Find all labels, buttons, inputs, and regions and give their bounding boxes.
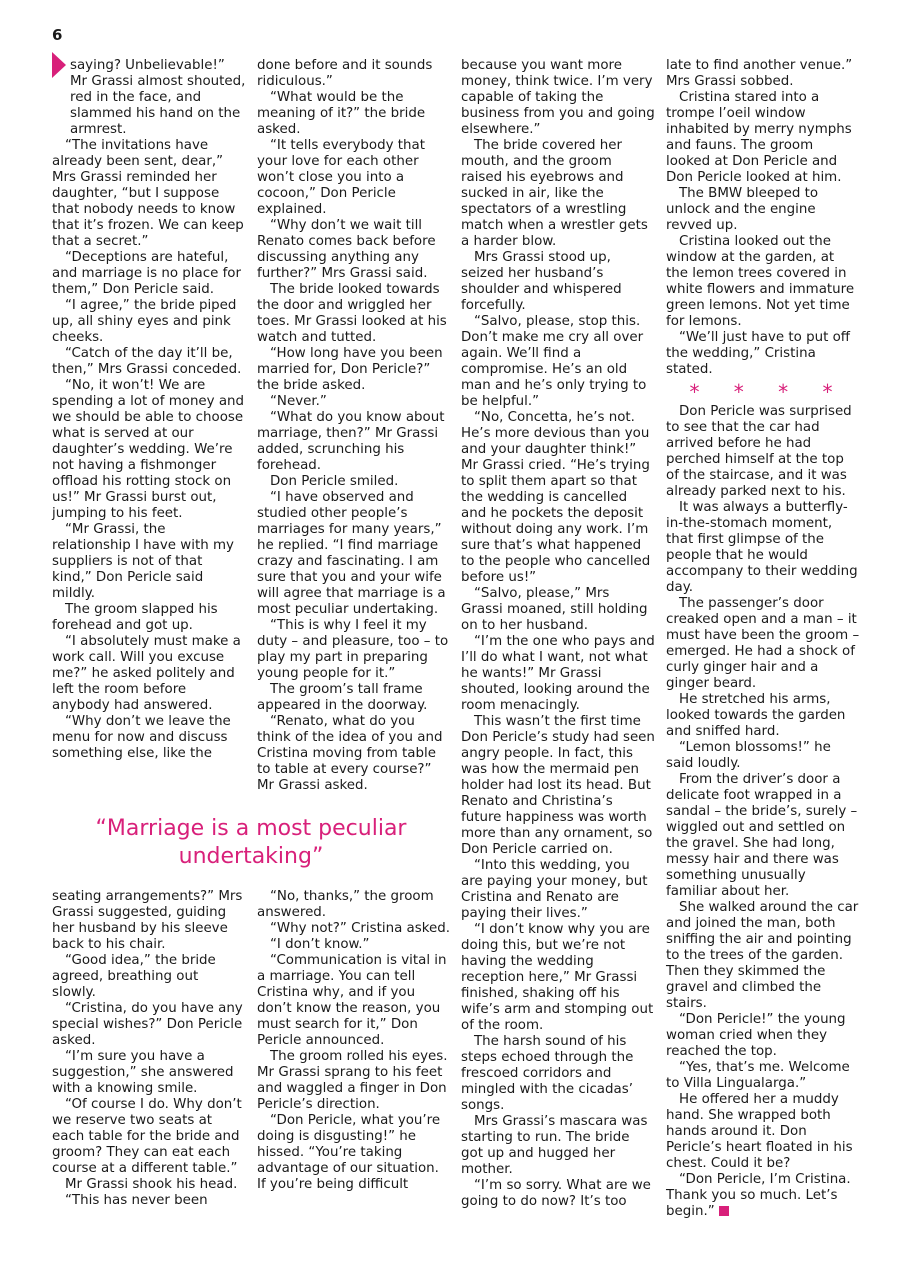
paragraph: “Renato, what do you think of the idea of you and Cristina moving from table to table at every course?” Mr Grassi asked. — [257, 714, 443, 793]
paragraph: “This is why I feel it my duty – and pleasure, too – to play my part in preparing young people for it.” — [257, 618, 449, 681]
paragraph: “Of course I do. Why don’t we reserve two seats at each table for the bride and groom? They can eat each course at a different table.” — [52, 1097, 242, 1176]
paragraph: “I’m sure you have a suggestion,” she answered with a knowing smile. — [52, 1049, 234, 1096]
paragraph: “Never.” — [270, 394, 327, 409]
paragraph: “We’ll just have to put off the wedding,” Cristina stated. — [666, 330, 850, 377]
paragraph: From the driver’s door a delicate foot wrapped in a sandal – the bride’s, surely – wiggled out and settled on the gravel. She had long, messy hair and there was something unusually familiar about her. — [666, 772, 858, 899]
paragraph: “Mr Grassi, the relationship I have with my suppliers is not of that kind,” Don Pericle said mildly. — [52, 522, 234, 601]
paragraph: “Why not?” Cristina asked. — [270, 921, 451, 936]
paragraph: The bride looked towards the door and wriggled her toes. Mr Grassi looked at his watch and tutted. — [257, 282, 447, 345]
paragraph: because you want more money, think twice. I’m very capable of taking the business from you and going elsewhere.” — [461, 58, 655, 137]
paragraph: Mrs Grassi stood up, seized her husband’s shoulder and whispered forcefully. — [461, 250, 622, 313]
paragraph: “I agree,” the bride piped up, all shiny eyes and pink cheeks. — [52, 298, 237, 345]
paragraph: “The invitations have already been sent, dear,” Mrs Grassi reminded her daughter, “but I suppose that nobody needs to know that it’s frozen. We can keep that a secret.” — [52, 138, 244, 249]
paragraph: “No, it won’t! We are spending a lot of money and we should be able to choose what is served at our daughter’s wedding. We’re not having a fishmonger offload his rotting stock on us!” Mr Grassi burst out, jumping to his feet. — [52, 378, 245, 521]
paragraph: “I’m the one who pays and I’ll do what I want, not what he wants!” Mr Grassi shouted, looking around the room menacingly. — [461, 634, 655, 713]
paragraph: “I’m so sorry. What are we going to do now? It’s too — [461, 1178, 651, 1209]
paragraph: Don Pericle smiled. — [270, 474, 399, 489]
paragraph: Don Pericle was surprised to see that the car had arrived before he had perched himself at the top of the staircase, and it was already parked next to his. — [666, 404, 852, 499]
paragraph: She walked around the car and joined the man, both sniffing the air and pointing to the trees of the garden. Then they skimmed the gravel and climbed the stairs. — [666, 900, 859, 1011]
paragraph: “Catch of the day it’ll be, then,” Mrs Grassi conceded. — [52, 346, 242, 377]
paragraph: The bride covered her mouth, and the groom raised his eyebrows and sucked in air, like the spectators of a wrestling match when a wrestler gets a harder blow. — [461, 138, 648, 249]
paragraph: saying? Unbelievable!” Mr Grassi almost shouted, red in the face, and slammed his hand on the armrest. — [70, 58, 246, 137]
final-paragraph — [666, 1172, 860, 1220]
paragraph: done before and it sounds ridiculous.” — [257, 58, 433, 89]
paragraph: “Salvo, please,” Mrs Grassi moaned, still holding on to her husband. — [461, 586, 648, 633]
paragraph: “Cristina, do you have any special wishes?” Don Pericle asked. — [52, 1001, 243, 1048]
paragraph: “No, Concetta, he’s not. He’s more devious than you and your daughter think!” Mr Grassi cried. “He’s trying to split them apart so that the wedding is cancelled and he pockets the deposit without doing any work. I’m sure that’s what happened to the people who cancelled before us!” — [461, 410, 651, 585]
paragraph: “Don Pericle, what you’re doing is disgusting!” he hissed. “You’re taking advantage of our situation. If you’re being difficult — [257, 1113, 441, 1192]
paragraph: “I don’t know.” — [270, 937, 370, 952]
column-1-bottom — [52, 889, 246, 1209]
paragraph: “Deceptions are hateful, and marriage is no place for them,” Don Pericle said. — [52, 250, 241, 297]
paragraph: This wasn’t the first time Don Pericle’s study had seen angry people. In fact, this was how the mermaid pen holder had lost its head. But Renato and Christina’s future happiness was worth more than any ornament, so Don Pericle carried on. — [461, 714, 655, 857]
paragraph: The harsh sound of his steps echoed through the frescoed corridors and mingled with the cicadas’ songs. — [461, 1034, 634, 1113]
column-2-bottom — [257, 889, 451, 1193]
paragraph: “Why don’t we leave the menu for now and discuss something else, like the — [52, 714, 231, 761]
paragraph: “Yes, that’s me. Welcome to Villa Lingualarga.” — [666, 1060, 850, 1091]
page-number: 6 — [52, 26, 63, 44]
paragraph: “Good idea,” the bride agreed, breathing out slowly. — [52, 953, 216, 1000]
paragraph: The groom slapped his forehead and got up. — [52, 602, 218, 633]
pull-quote: “Marriage is a most peculiar undertaking” — [95, 816, 407, 869]
paragraph: Mr Grassi shook his head. — [65, 1177, 238, 1192]
paragraph: “Lemon blossoms!” he said loudly. — [666, 740, 831, 771]
paragraph: “Why don’t we wait till Renato comes back before discussing anything any further?” Mrs Grassi said. — [257, 218, 436, 281]
paragraph: seating arrangements?” Mrs Grassi suggested, guiding her husband by his sleeve back to his chair. — [52, 889, 243, 952]
paragraph: “Into this wedding, you are paying your money, but Cristina and Renato are paying their lives.” — [461, 858, 648, 921]
paragraph: Cristina looked out the window at the garden, at the lemon trees covered in white flowers and immature green lemons. Not yet time for lemons. — [666, 234, 855, 329]
paragraph-text: “Don Pericle, I’m Cristina. Thank you so much. Let’s begin.” — [666, 1172, 851, 1219]
paragraph: “What do you know about marriage, then?” Mr Grassi added, scrunching his forehead. — [257, 410, 445, 473]
column-2-top — [257, 58, 451, 794]
paragraph: “I absolutely must make a work call. Will you excuse me?” he asked politely and left the room before anybody had answered. — [52, 634, 241, 713]
paragraph: Cristina stared into a trompe l’oeil window inhabited by merry nymphs and fauns. The groom looked at Don Pericle and Don Pericle looked at him. — [666, 90, 852, 185]
paragraph: “What would be the meaning of it?” the bride asked. — [257, 90, 426, 137]
paragraph: It was always a butterfly-in-the-stomach moment, that first glimpse of the people that he would accompany to their wedding day. — [666, 500, 858, 595]
paragraph: He offered her a muddy hand. She wrapped both hands around it. Don Pericle’s heart floated in his chest. Could it be? — [666, 1092, 853, 1171]
end-mark-icon — [719, 1206, 729, 1216]
paragraph: Mrs Grassi’s mascara was starting to run. The bride got up and hugged her mother. — [461, 1114, 648, 1177]
column-3 — [461, 58, 655, 1210]
paragraph: “Communication is vital in a marriage. You can tell Cristina why, and if you don’t know the reason, you must search for it,” Don Pericle announced. — [257, 953, 447, 1048]
paragraph: late to find another venue.” Mrs Grassi sobbed. — [666, 58, 853, 89]
paragraph: “No, thanks,” the groom answered. — [257, 889, 434, 920]
paragraph: He stretched his arms, looked towards the garden and sniffed hard. — [666, 692, 846, 739]
section-break: * * * * — [689, 380, 847, 404]
paragraph: “How long have you been married for, Don Pericle?” the bride asked. — [257, 346, 443, 393]
paragraph: “This has never been — [65, 1193, 208, 1208]
paragraph: The groom rolled his eyes. Mr Grassi sprang to his feet and waggled a finger in Don Pericle’s direction. — [257, 1049, 448, 1112]
paragraph: “Salvo, please, stop this. Don’t make me cry all over again. We’ll find a compromise. He’s an old man and he’s only trying to be helpful.” — [461, 314, 647, 409]
paragraph: The passenger’s door creaked open and a man – it must have been the groom – emerged. He had a shock of curly ginger hair and a ginger beard. — [666, 596, 860, 691]
paragraph: “It tells everybody that your love for each other won’t close you into a cocoon,” Don Pericle explained. — [257, 138, 425, 217]
paragraph: “I don’t know why you are doing this, but we’re not having the wedding reception here,” Mr Grassi finished, shaking off his wife’s arm and stomping out of the room. — [461, 922, 654, 1033]
paragraph: The groom’s tall frame appeared in the doorway. — [257, 682, 428, 713]
column-4 — [666, 58, 860, 1220]
paragraph: “I have observed and studied other people’s marriages for many years,” he replied. “I find marriage crazy and fascinating. I am sure that you and your wife will agree that marriage is a most peculiar undertaking. — [257, 490, 446, 617]
column-1-top — [52, 58, 246, 762]
paragraph: The BMW bleeped to unlock and the engine revved up. — [666, 186, 819, 233]
paragraph: “Don Pericle!” the young woman cried when they reached the top. — [666, 1012, 846, 1059]
